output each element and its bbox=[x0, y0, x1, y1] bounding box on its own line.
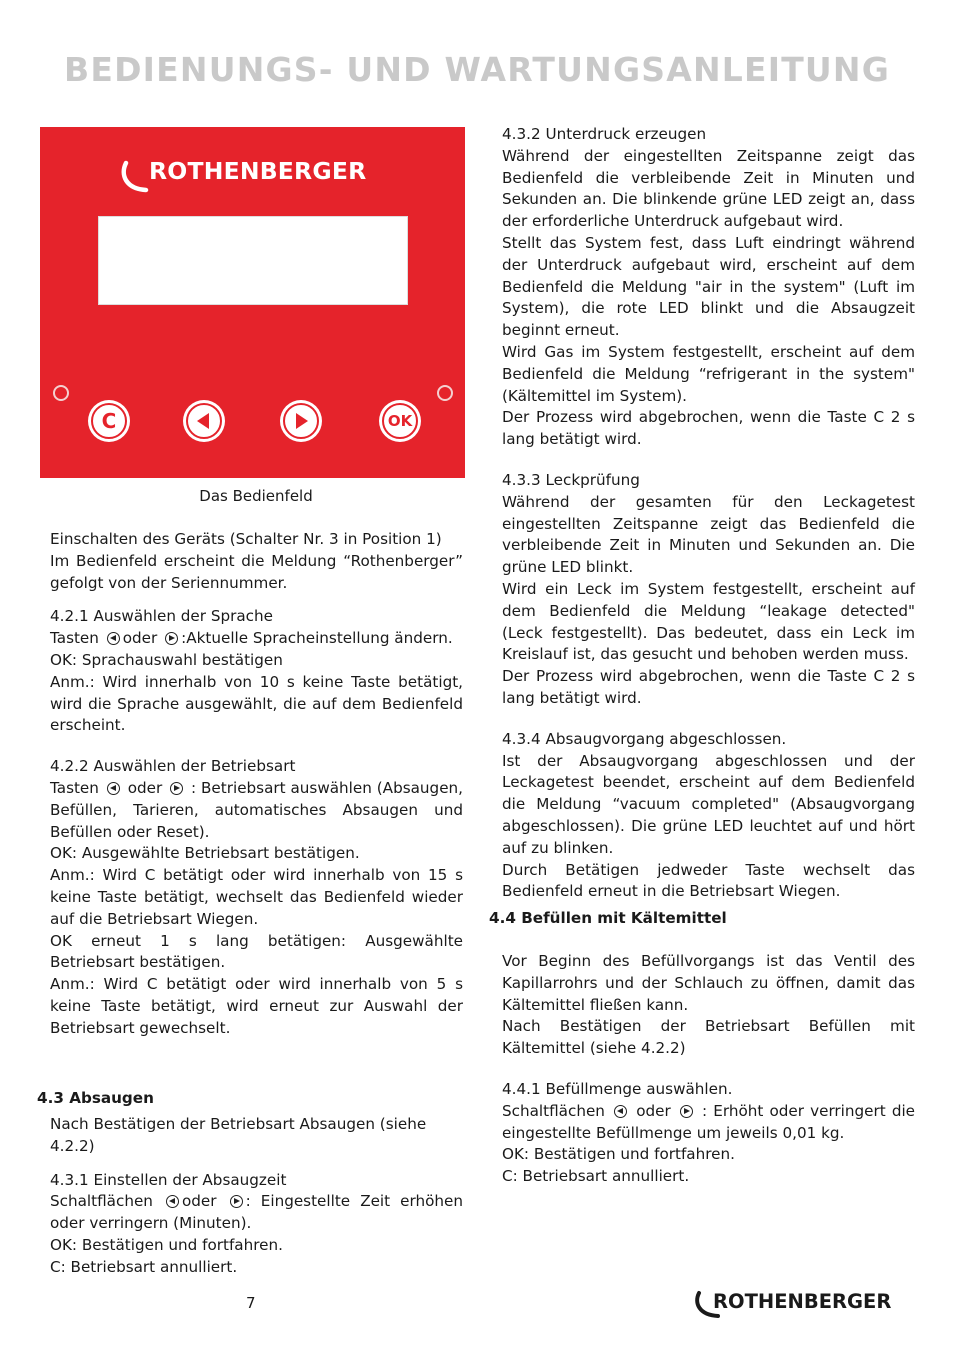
s422-note1: Anm.: Wird C betätigt oder wird innerhalb von 15 s keine Taste betätigt, wechselt das Bedienfeld wieder auf die Betriebsart Wiegen. bbox=[50, 866, 463, 928]
s433-p3: Der Prozess wird abgebrochen, wenn die Taste C 2 s lang betätigt wird. bbox=[502, 667, 915, 707]
left-arrow-icon bbox=[107, 632, 120, 645]
s433-p2: Wird ein Leck im System festgestellt, erscheint auf dem Bedienfeld die Meldung “leakage detected" (Leck festgestellt). Das bedeutet, dass ein Leck im Kreislauf ist, das gesucht und behoben werden muss. bbox=[502, 579, 915, 664]
section-4-3-title: 4.3 Absaugen bbox=[37, 1089, 154, 1107]
panel-left-button bbox=[183, 400, 225, 442]
right-arrow-icon bbox=[230, 1195, 243, 1208]
left-column-upper bbox=[50, 529, 463, 1040]
s422-note2: Anm.: Wird C betätigt oder wird innerhalb von 5 s keine Taste betätigt, wird erneut zur Auswahl der Betriebsart gewechselt. bbox=[50, 975, 463, 1037]
s432-p3: Wird Gas im System festgestellt, erscheint auf dem Bedienfeld die Meldung “refrigerant in the system" (Kältemittel im System). bbox=[502, 342, 915, 405]
section-4-3-4-title: 4.3.4 Absaugvorgang abgeschlossen. bbox=[502, 729, 787, 748]
intro-line-1: Einschalten des Geräts (Schalter Nr. 3 in Position 1) bbox=[50, 530, 442, 548]
s422-ok2: OK erneut 1 s lang betätigen: Ausgewählte Betriebsart bestätigen. bbox=[50, 931, 463, 972]
s432-p1: Während der eingestellten Zeitspanne zeigt das Bedienfeld die verbleibende Zeit in Minuten und Sekunden an. Die blinkende grüne LED zeigt an, dass der erforderliche Unterdruck aufgebaut wird. bbox=[502, 146, 915, 231]
led-right bbox=[437, 385, 453, 401]
s43-text: Nach Bestätigen der Betriebsart Absaugen (siehe 4.2.2) bbox=[50, 1115, 427, 1155]
s422-keys: Tasten oder : Betriebsart auswählen (Absaugen, Befüllen, Tarieren, automatisches Absaugen und Befüllen oder Reset). bbox=[50, 778, 463, 841]
right-column-lower bbox=[502, 951, 915, 1188]
s431-ok: OK: Bestätigen und fortfahren. bbox=[50, 1235, 283, 1254]
s431-c: C: Betriebsart annulliert. bbox=[50, 1257, 238, 1276]
left-arrow-icon bbox=[166, 1195, 179, 1208]
led-left bbox=[53, 385, 69, 401]
intro-line-2: Im Bedienfeld erscheint die Meldung “Rothenberger” gefolgt von der Seriennummer. bbox=[50, 551, 463, 592]
panel-c-button: C bbox=[88, 400, 130, 442]
s44-p2: Nach Bestätigen der Betriebsart Befüllen mit Kältemittel (siehe 4.2.2) bbox=[502, 1017, 915, 1058]
footer-brand: ROTHENBERGER bbox=[713, 1290, 892, 1313]
s421-keys: Tasten oder :Aktuelle Spracheinstellung ändern. bbox=[50, 629, 453, 648]
s441-c: C: Betriebsart annulliert. bbox=[502, 1167, 690, 1186]
section-4-2-2-title: 4.2.2 Auswählen der Betriebsart bbox=[50, 757, 296, 776]
panel-caption: Das Bedienfeld bbox=[199, 487, 313, 505]
section-4-3-3-title: 4.3.3 Leckprüfung bbox=[502, 470, 640, 489]
s441-ok: OK: Bestätigen und fortfahren. bbox=[502, 1145, 735, 1164]
right-column-upper bbox=[502, 124, 915, 903]
left-arrow-icon bbox=[107, 782, 120, 795]
s434-p1: Ist der Absaugvorgang abgeschlossen und der Leckagetest beendet, erscheint auf dem Bedienfeld die Meldung “vacuum completed" (Absaugvorgang abgeschlossen). Die grüne LED leuchtet auf und hört auf zu blinken. bbox=[502, 751, 915, 857]
section-4-3-1-title: 4.3.1 Einstellen der Absaugzeit bbox=[50, 1170, 287, 1189]
left-arrow-icon bbox=[614, 1105, 627, 1118]
left-arrow-icon bbox=[186, 403, 222, 439]
s441-keys: Schaltflächen oder : Erhöht oder verringert die eingestellte Befüllmenge um jeweils 0,01 kg. bbox=[502, 1101, 916, 1142]
s421-ok: OK: Sprachauswahl bestätigen bbox=[50, 650, 283, 669]
section-4-3-2-title: 4.3.2 Unterdruck erzeugen bbox=[502, 125, 707, 143]
panel-ok-button: OK bbox=[379, 400, 421, 442]
control-panel-image bbox=[40, 127, 465, 478]
s432-p2: Stellt das System fest, dass Luft eindringt während der Unterdruck aufgebaut wird, erscheint auf dem Bedienfeld die Meldung "air in the system" (Luft im System), die rote LED blinkt und die Absaugzeit beginnt erneut. bbox=[502, 233, 915, 340]
right-arrow-icon bbox=[283, 403, 319, 439]
s422-ok: OK: Ausgewählte Betriebsart bestätigen. bbox=[50, 844, 360, 863]
s433-p1: Während der gesamten für den Leckagetest eingestellten Zeitspanne zeigt das Bedienfeld die verbleibende Zeit in Minuten und Sekunden an. Die grüne LED blinkt. bbox=[502, 492, 915, 577]
section-4-4-1-title: 4.4.1 Befüllmenge auswählen. bbox=[502, 1079, 733, 1098]
right-arrow-icon bbox=[165, 632, 178, 645]
s44-p1: Vor Beginn des Befüllvorgangs ist das Ventil des Kapillarrohrs und der Schlauch zu öffnen, damit das Kältemittel fließen kann. bbox=[502, 952, 915, 1014]
s434-p2: Durch Betätigen jedweder Taste wechselt das Bedienfeld erneut in die Betriebsart Wiegen. bbox=[502, 860, 915, 901]
panel-right-button bbox=[280, 400, 322, 442]
s432-p4: Der Prozess wird abgebrochen, wenn die Taste C 2 s lang betätigt wird. bbox=[502, 408, 915, 449]
page-number: 7 bbox=[246, 1294, 256, 1312]
panel-brand-text: ROTHENBERGER bbox=[149, 157, 367, 185]
right-arrow-icon bbox=[170, 782, 183, 795]
right-arrow-icon bbox=[680, 1105, 693, 1118]
page-title: BEDIENUNGS- UND WARTUNGSANLEITUNG bbox=[63, 50, 891, 89]
section-4-2-1-title: 4.2.1 Auswählen der Sprache bbox=[50, 607, 273, 626]
panel-display bbox=[98, 216, 408, 305]
section-4-4-title: 4.4 Befüllen mit Kältemittel bbox=[489, 909, 727, 927]
s431-keys: Schaltflächen oder : Eingestellte Zeit erhöhen oder verringern (Minuten). bbox=[50, 1192, 464, 1233]
left-column-lower bbox=[50, 1114, 463, 1279]
s421-note: Anm.: Wird innerhalb von 10 s keine Taste betätigt, wird die Sprache ausgewählt, die auf dem Bedienfeld erscheint. bbox=[50, 672, 463, 735]
